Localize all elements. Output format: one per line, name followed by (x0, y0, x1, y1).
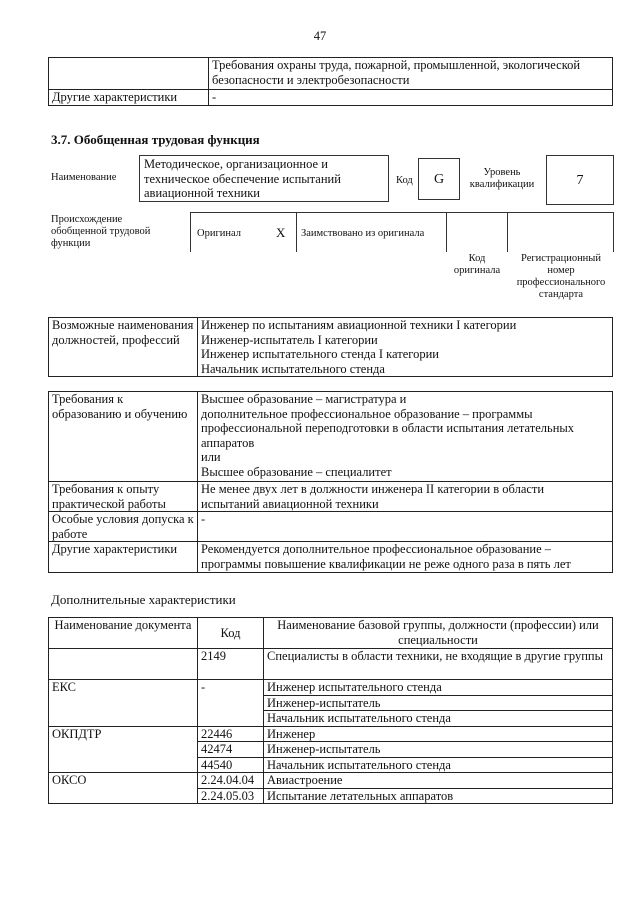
top-table-value-2: - (209, 90, 613, 106)
req-line: Высшее образование – магистратура и (201, 392, 407, 406)
req-line: или (201, 450, 221, 464)
table-row (49, 757, 613, 773)
row-doc (49, 695, 198, 711)
row-code: 2.24.04.04 (198, 773, 264, 789)
req-line: Не менее двух лет в должности инженера II категории в области (201, 482, 545, 496)
original-mark: X (276, 225, 286, 240)
top-table-value: Требования охраны труда, пожарной, промышленной, экологической безопасности и электробезопасности (209, 58, 613, 90)
header-code: Код (198, 618, 264, 649)
row-name: Начальник испытательного стенда (264, 757, 613, 773)
position-item: Инженер по испытаниям авиационной техники I категории (201, 318, 517, 332)
row-doc: ЕКС (49, 680, 198, 696)
row-code (198, 695, 264, 711)
row-name: Авиастроение (264, 773, 613, 789)
reg-number-label: Регистрационный номер профессионального стандарта (516, 253, 606, 300)
code-value: G (418, 158, 460, 200)
row-name: Инженер-испытатель (264, 742, 613, 758)
row-code (198, 711, 264, 727)
table-row (49, 649, 613, 680)
req-line: Высшее образование – специалитет (201, 464, 392, 479)
row-code: 44540 (198, 757, 264, 773)
row-code: - (198, 680, 264, 696)
row-code: 2149 (198, 649, 264, 680)
table-row (49, 726, 613, 742)
table-row (49, 695, 613, 711)
row-name: Начальник испытательного стенда (264, 711, 613, 727)
admission-label: Особые условия допуска к работе (49, 512, 198, 542)
code-label: Код (396, 175, 413, 186)
positions-table (48, 317, 613, 377)
level-value: 7 (546, 155, 614, 205)
req-line: аппаратов (201, 435, 255, 450)
row-doc (49, 711, 198, 727)
row-name: Специалисты в области техники, не входящие в другие группы (264, 649, 613, 680)
row-doc (49, 788, 198, 804)
row-name: Инженер-испытатель (264, 695, 613, 711)
header-doc: Наименование документа (49, 618, 198, 649)
additional-table (48, 617, 613, 804)
origin-divider-right (613, 212, 614, 252)
req-line: программы повышение квалификации не реже одного раза в пять лет (201, 556, 571, 571)
origin-divider-3 (507, 212, 508, 252)
level-label: Уровень квалификации (469, 167, 535, 190)
row-doc (49, 757, 198, 773)
origin-divider-1 (296, 212, 297, 252)
education-value (198, 392, 613, 482)
borrowed-label: Заимствовано из оригинала (301, 228, 425, 239)
row-code: 22446 (198, 726, 264, 742)
row-doc: ОКПДТР (49, 726, 198, 742)
row-name: Испытание летательных аппаратов (264, 788, 613, 804)
top-table-label: Другие характеристики (49, 90, 209, 106)
position-item: Инженер испытательного стенда I категории (201, 347, 439, 361)
header-name: Наименование базовой группы, должности (профессии) или специальности (264, 618, 613, 649)
positions-list (198, 318, 613, 377)
name-label: Наименование (51, 172, 117, 183)
req-line: испытаний авиационной техники (201, 496, 379, 511)
req-line: профессиональной переподготовки в области испытания летательных (201, 421, 575, 435)
requirements-table (48, 391, 613, 573)
table-row (49, 711, 613, 727)
row-code: 42474 (198, 742, 264, 758)
origin-divider-2 (446, 212, 447, 252)
code-original-label: Код оригинала (453, 253, 501, 276)
row-doc: ОКСО (49, 773, 198, 789)
row-name: Инженер испытательного стенда (264, 680, 613, 696)
experience-label: Требования к опыту практической работы (49, 482, 198, 512)
position-item: Начальник испытательного стенда (201, 361, 385, 376)
req-line: - (201, 512, 206, 526)
other-label: Другие характеристики (49, 542, 198, 573)
origin-divider-left (190, 212, 191, 252)
other-value (198, 542, 613, 573)
top-table (48, 57, 613, 106)
position-item: Инженер-испытатель I категории (201, 332, 378, 347)
row-name: Инженер (264, 726, 613, 742)
education-label: Требования к образованию и обучению (49, 392, 198, 482)
row-doc (49, 649, 198, 680)
original-label: Оригинал (197, 228, 241, 239)
additional-title: Дополнительные характеристики (51, 592, 236, 607)
admission-value (198, 512, 613, 542)
section-title: 3.7. Обобщенная трудовая функция (51, 132, 260, 147)
origin-label: Происхождение обобщенной трудовой функции (51, 214, 151, 249)
req-line: Рекомендуется дополнительное профессиональное образование – (201, 542, 552, 556)
page-number: 47 (313, 29, 327, 43)
row-doc (49, 742, 198, 758)
experience-value (198, 482, 613, 512)
req-line: дополнительное профессиональное образование – программы (201, 406, 533, 421)
table-row (49, 773, 613, 789)
table-row (49, 680, 613, 696)
row-code: 2.24.05.03 (198, 788, 264, 804)
table-row (49, 788, 613, 804)
table-row (49, 742, 613, 758)
positions-label: Возможные наименования должностей, профессий (49, 318, 198, 377)
name-value: Методическое, организационное и техническое обеспечение испытаний авиационной техники (139, 155, 389, 202)
top-table-empty-cell (49, 58, 209, 90)
